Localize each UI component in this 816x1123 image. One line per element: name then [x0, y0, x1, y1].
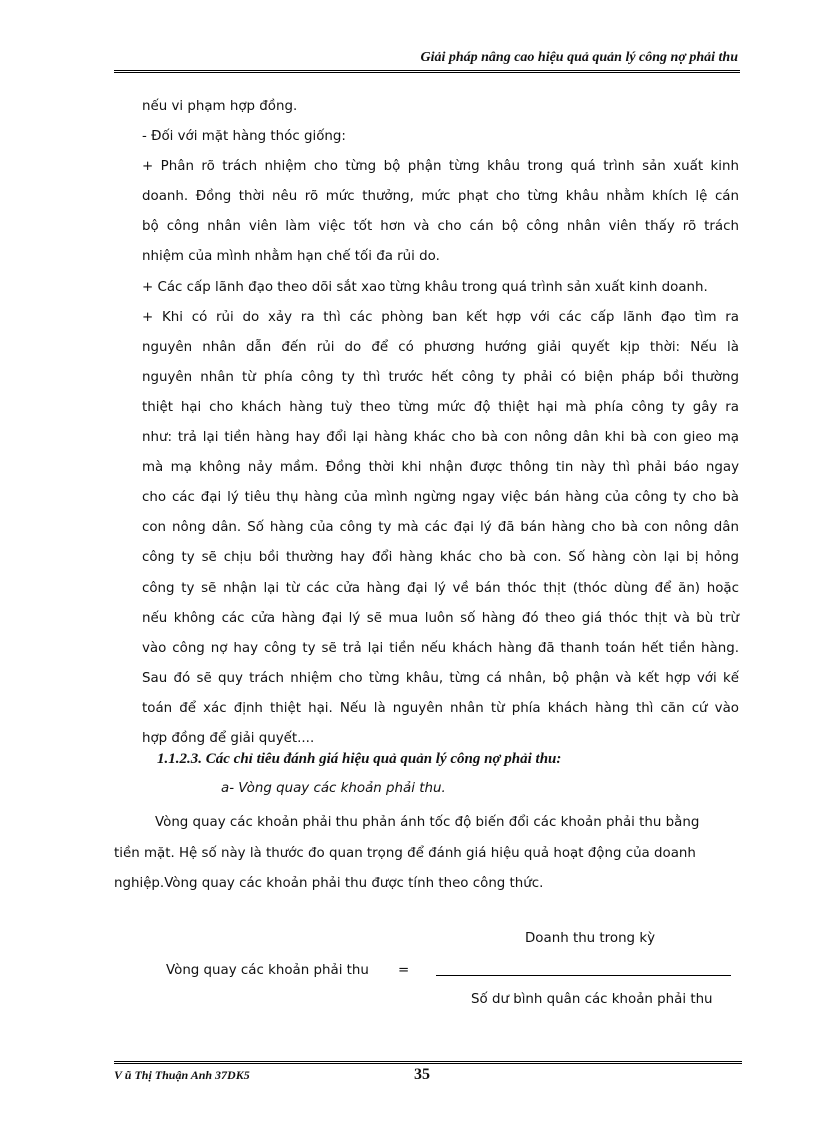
text-line: hợp đồng để giải quyết....	[142, 730, 315, 746]
definition-paragraph	[114, 808, 740, 900]
body-paragraph	[142, 92, 739, 754]
footer-author: V ũ Thị Thuận Anh 37DK5	[114, 1068, 250, 1082]
text-line: toán để xác định thiệt hại. Nếu là nguyên nhân từ phía khách hàng thì căn cứ vào	[142, 700, 739, 716]
text-line: nhiệm của mình nhằm hạn chế tối đa rủi do.	[142, 249, 440, 265]
text-line: thiệt hại cho khách hàng tuỳ theo từng mức độ thiệt hại mà phía công ty gây ra	[142, 399, 739, 415]
text-line: vào công nợ hay công ty sẽ trả lại tiền nếu khách hàng đã thanh toán hết tiền hàng.	[142, 640, 739, 656]
text-line: mà mạ không nảy mầm. Đồng thời khi nhận được thông tin này thì phải báo ngay	[142, 460, 739, 476]
text-line: bộ công nhân viên làm việc tốt hơn và cho cán bộ công nhân viên thấy rõ trách	[142, 219, 739, 235]
text-line: công ty sẽ chịu bồi thường hay đổi hàng khác cho bà con. Số hàng còn lại bị hỏng	[142, 550, 739, 566]
text-line: + Khi có rủi do xảy ra thì các phòng ban kết hợp với các cấp lãnh đạo tìm ra	[142, 309, 739, 325]
text-line: nguyên nhân từ phía công ty thì trước hết công ty phải có biện pháp bồi thường	[142, 369, 739, 385]
text-line: + Các cấp lãnh đạo theo dõi sắt xao từng khâu trong quá trình sản xuất kinh doanh.	[142, 279, 708, 295]
text-line: nếu không các cửa hàng đại lý sẽ mua luôn số hàng đó theo giá thóc thịt và bù trừ	[142, 610, 739, 626]
page-number: 35	[414, 1066, 430, 1083]
formula-numerator: Doanh thu trong kỳ	[525, 931, 655, 946]
text-line: + Phân rõ trách nhiệm cho từng bộ phận từng khâu trong quá trình sản xuất kinh	[142, 159, 739, 175]
text-line: tiền mặt. Hệ số này là thước đo quan trọng để đánh giá hiệu quả hoạt động của doanh	[114, 845, 696, 861]
text-line: công ty sẽ nhận lại từ các cửa hàng đại lý về bán thóc thịt (thóc dùng để ăn) hoặc	[142, 580, 739, 596]
text-line: nguyên nhân dẫn đến rủi do để có phương hướng giải quyết kịp thời: Nếu là	[142, 339, 739, 355]
running-header: Giải pháp nâng cao hiệu quả quản lý công nợ phải thu	[420, 50, 738, 65]
section-heading: 1.1.2.3. Các chỉ tiêu đánh giá hiệu quả quản lý công nợ phải thu:	[157, 751, 562, 767]
text-line: như: trả lại tiền hàng hay đổi lại hàng khác cho bà con nông dân khi bà con gieo mạ	[142, 430, 739, 446]
formula-denominator: Số dư bình quân các khoản phải thu	[471, 992, 713, 1007]
text-line: nếu vi phạm hợp đồng.	[142, 99, 298, 114]
sub-heading: a- Vòng quay các khoản phải thu.	[221, 781, 446, 796]
text-line: con nông dân. Số hàng của công ty mà các đại lý đã bán hàng cho bà con nông dân	[142, 520, 739, 536]
text-line: Vòng quay các khoản phải thu phản ánh tốc độ biến đổi các khoản phải thu bằng	[155, 815, 700, 830]
footer-rule	[114, 1061, 742, 1064]
text-line: Sau đó sẽ quy trách nhiệm cho từng khâu, từng cá nhân, bộ phận và kết hợp với kế	[142, 670, 739, 686]
text-line: doanh. Đồng thời nêu rõ mức thưởng, mức phạt cho từng khâu nhằm khích lệ cán	[142, 189, 739, 205]
formula-equals: =	[398, 963, 410, 978]
text-line: - Đối với mặt hàng thóc giống:	[142, 129, 346, 145]
formula-lhs: Vòng quay các khoản phải thu	[166, 963, 369, 978]
text-line: nghiệp.Vòng quay các khoản phải thu được tính theo công thức.	[114, 876, 544, 891]
text-line: cho các đại lý tiêu thụ hàng của mình ngừng ngay việc bán hàng của công ty cho bà	[142, 490, 739, 506]
fraction-bar	[436, 975, 731, 976]
header-rule	[114, 70, 740, 73]
